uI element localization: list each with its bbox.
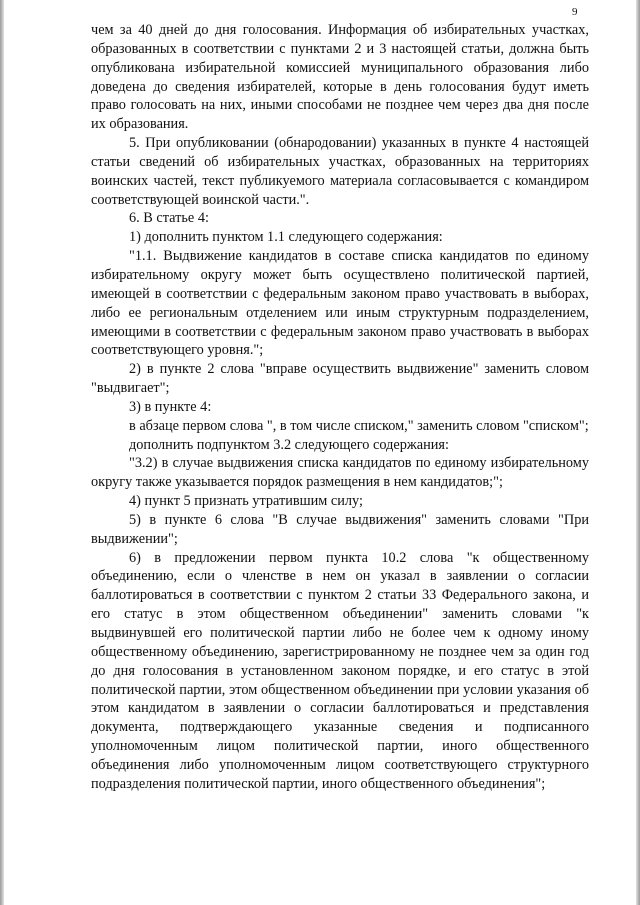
scan-edge-right — [636, 0, 640, 905]
document-body — [91, 21, 589, 794]
paragraph-subitem-5: 5) в пункте 6 слова "В случае выдвижения" заменить словами "При выдвижении"; — [91, 511, 589, 547]
paragraph-subitem-3: 3) в пункте 4: — [129, 398, 212, 415]
page-number: 9 — [572, 6, 578, 18]
paragraph-add-subpoint: дополнить подпунктом 3.2 следующего содержания: — [129, 436, 449, 453]
scan-edge-left — [0, 0, 4, 905]
paragraph-item-5: 5. При опубликовании (обнародовании) указанных в пункте 4 настоящей статьи сведений об избирательных участках, образованных на территориях воинских частей, текст публикуемого материала согласовывается с командиром соответствующей воинской части.". — [91, 135, 589, 208]
paragraph-subitem-2: 2) в пункте 2 слова "вправе осуществить выдвижение" заменить словом "выдвигает"; — [91, 361, 589, 397]
paragraph-abzats-first: в абзаце первом слова ", в том числе списком," заменить словом "списком"; — [129, 417, 589, 434]
paragraph-quote-3-2: "3.2) в случае выдвижения списка кандидатов по единому избирательному округу также указывается порядок размещения в нем кандидатов;"; — [91, 455, 589, 491]
paragraph-quote-1-1: "1.1. Выдвижение кандидатов в составе списка кандидатов по единому избирательному округу может быть осуществлено политической партией, имеющей в соответствии с федеральным законом право участвовать в выборах, либо ее региональным отделением или иным структурным подразделением, имеющими в соответствии с федеральным законом право участвовать в выборах соответствующего уровня."; — [91, 248, 589, 359]
paragraph-article-4-heading: 6. В статье 4: — [129, 210, 209, 227]
paragraph-continuation: чем за 40 дней до дня голосования. Информация об избирательных участках, образованных в соответствии с пунктами 2 и 3 настоящей статьи, должна быть опубликована избирательной комиссией муниципального образования либо доведена до сведения избирателей, которые в день голосования будут иметь право голосовать на них, иными способами не позднее чем через два дня после их образования. — [91, 22, 589, 133]
paragraph-subitem-4: 4) пункт 5 признать утратившим силу; — [129, 493, 363, 510]
paragraph-subitem-6: 6) в предложении первом пункта 10.2 слова "к общественному объединению, если о членстве в нем он указал в заявлении о согласии баллотироваться в соответствии с пунктом 2 статьи 33 Федерального закона, и его статус в этом общественном объединении" заменить словами "к выдвинувшей его политической партии либо не более чем к одному иному общественному объединению, зарегистрированному не позднее чем за один год до дня голосования в установленном законом порядке, и его статус в этой политической партии, этом общественном объединении при условии указания об этом кандидатом в заявлении о согласии баллотироваться и представления документа, подтверждающего указанные сведения и подписанного уполномоченным лицом политической партии, иного общественного объединения либо уполномоченным лицом соответствующего структурного подразделения политической партии, иного общественного объединения"; — [91, 549, 589, 792]
paragraph-subitem-1: 1) дополнить пунктом 1.1 следующего содержания: — [129, 229, 443, 246]
